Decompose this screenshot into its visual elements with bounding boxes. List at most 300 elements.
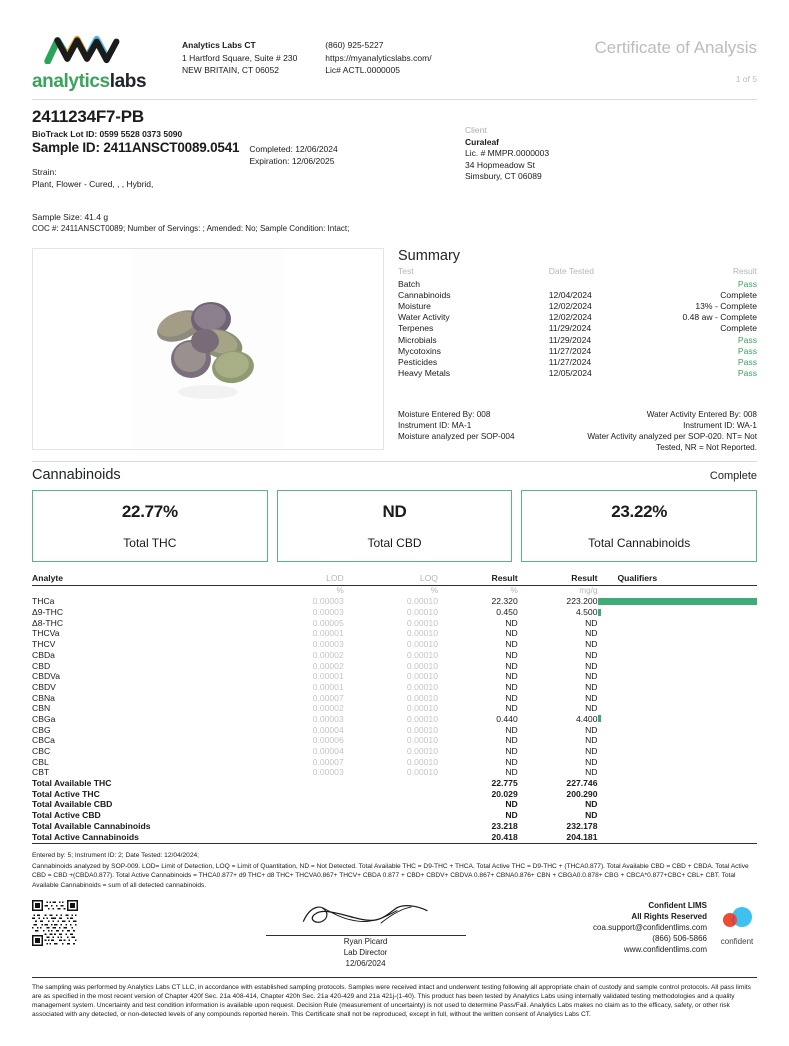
summary-test-name: Heavy Metals xyxy=(398,368,451,379)
lims-rights: All Rights Reserved xyxy=(631,911,707,921)
summary-test-name: Cannabinoids xyxy=(398,289,451,300)
lims-phone: (866) 506-5866 xyxy=(652,933,707,943)
unit-lod: % xyxy=(336,586,344,596)
summary-panel xyxy=(398,248,757,453)
analyte-qualifier-bar-cell xyxy=(598,767,758,778)
summary-test-name: Mycotoxins xyxy=(398,345,441,356)
analyte-bar xyxy=(598,598,758,605)
total-result-pct: 23.218 xyxy=(491,820,518,831)
total-result-pct: ND xyxy=(505,810,518,821)
analyte-row xyxy=(32,703,757,714)
biotrack-lot-id: BioTrack Lot ID: 0599 5528 0373 5090 xyxy=(32,129,183,139)
signer-role: Lab Director xyxy=(343,947,388,957)
total-result-mgg: 232.178 xyxy=(566,820,598,831)
analyte-name: CBG xyxy=(32,724,51,735)
analyte-lod: 0.00003 xyxy=(312,767,344,778)
analyte-result-pct: ND xyxy=(505,671,518,682)
analyte-result-pct: ND xyxy=(505,617,518,628)
cannabinoids-status: Complete xyxy=(709,469,757,482)
analyte-result-mgg: ND xyxy=(585,671,598,682)
analyte-name: THCV xyxy=(32,639,56,650)
summary-row xyxy=(398,356,757,367)
client-street: 34 Hopmeadow St xyxy=(465,159,535,170)
lab-website[interactable]: https://myanalyticslabs.com/ xyxy=(325,52,432,63)
analyte-qualifier-bar-cell xyxy=(598,724,758,735)
page-header xyxy=(32,0,757,93)
summary-test-result: Pass xyxy=(737,278,757,289)
sample-id-label: Sample ID: xyxy=(32,140,100,155)
analyte-lod: 0.00001 xyxy=(312,681,344,692)
summary-row xyxy=(398,334,757,345)
analyte-row xyxy=(32,724,757,735)
analyte-result-mgg: ND xyxy=(585,660,598,671)
analyte-name: CBL xyxy=(32,756,49,767)
lab-address-line1: 1 Hartford Square, Suite # 230 xyxy=(182,52,298,63)
wa-instrument-id: Instrument ID: WA-1 xyxy=(683,420,757,430)
unit-qualifiers xyxy=(598,585,758,596)
sample-info-section xyxy=(32,100,757,234)
analyte-result-pct: ND xyxy=(505,703,518,714)
analyte-result-mgg: 223.200 xyxy=(566,596,598,607)
total-lod xyxy=(250,831,344,843)
unit-loq: % xyxy=(430,586,438,596)
total-qualifier-cell xyxy=(598,799,758,810)
footnote-body: Cannabinoids analyzed by SOP-009. LOD= Limit of Detection, LOQ = Limit of Quantitation, ND = Not Detected. Total Available THC = D9-THC + THCA. Total Active THC = D9-THC + (THCA0.877). Total Available CBD = CBD + CBDA. Total Active CBD = CBD +(CBDA0.877). Total Active Cannabinoids = THCA0.877+ d9 THC+ d8 THC+ THCVA0.867+ THCV+ CBDA 0.877 + CBD+ CBDV+ CBDVA 0.867+ CBNA0.876+ CBN + CBGA0.0.878+ CBG + CBCA*0.877+CBC+ CBL+ CBT. Total Available Cannabinoids = sum of all detected cannabinoids. xyxy=(32,863,749,889)
analyte-header-row xyxy=(32,573,757,586)
analyte-name: CBDa xyxy=(32,649,55,660)
analyte-result-mgg: ND xyxy=(585,735,598,746)
cannabinoids-section-title: Cannabinoids xyxy=(32,466,121,483)
cannabinoid-card-value: 23.22% xyxy=(611,501,668,521)
analyte-qualifier-bar-cell xyxy=(598,639,758,650)
analyte-lod: 0.00007 xyxy=(312,756,344,767)
summary-row xyxy=(398,368,757,379)
total-name: Total Available CBD xyxy=(32,799,113,810)
logo-word-labs: labs xyxy=(109,71,147,92)
lab-name: Analytics Labs CT xyxy=(182,40,256,50)
analyte-loq: 0.00010 xyxy=(406,713,438,724)
sample-id xyxy=(32,140,239,155)
cannabinoid-card-label: Total CBD xyxy=(367,535,422,550)
lab-address-block xyxy=(182,30,297,77)
analyte-result-pct: ND xyxy=(505,628,518,639)
analyte-row xyxy=(32,682,757,693)
total-lod xyxy=(250,788,344,799)
analyte-qualifier-bar-cell xyxy=(598,617,758,628)
lims-email[interactable]: coa.support@confidentlims.com xyxy=(593,922,707,932)
analyte-qualifier-bar-cell xyxy=(598,628,758,639)
lims-website[interactable]: www.confidentlims.com xyxy=(623,944,707,954)
total-name: Total Active THC xyxy=(32,788,100,799)
analyte-qualifier-bar-cell xyxy=(598,682,758,693)
sample-id-value: 2411ANSCT0089.0541 xyxy=(103,140,240,155)
analyte-result-pct: ND xyxy=(505,767,518,778)
cannabinoids-header xyxy=(32,467,757,483)
analyte-loq: 0.00010 xyxy=(406,596,438,607)
analyte-lod: 0.00002 xyxy=(312,703,344,714)
analyte-total-row xyxy=(32,810,757,821)
analyte-name: THCa xyxy=(32,596,55,607)
confident-mark-icon xyxy=(717,906,757,930)
summary-test-date: 11/29/2024 xyxy=(548,323,592,334)
total-result-pct: ND xyxy=(505,799,518,810)
sample-size: Sample Size: 41.4 g xyxy=(32,212,109,222)
analyte-loq: 0.00010 xyxy=(406,756,438,767)
summary-test-name: Terpenes xyxy=(398,323,434,334)
col-lod: LOD xyxy=(250,573,344,586)
summary-row xyxy=(398,345,757,356)
total-result-mgg: ND xyxy=(585,810,598,821)
analyte-qualifier-bar-cell xyxy=(598,756,758,767)
cannabinoid-summary-cards xyxy=(32,490,757,562)
unit-result-mgg: mg/g xyxy=(579,586,598,596)
total-result-pct: 20.418 xyxy=(438,831,518,843)
confident-wordmark: confident xyxy=(720,936,754,946)
analyte-total-row xyxy=(32,799,757,810)
summary-row xyxy=(398,278,757,289)
footnote-entered-line: Entered by: 5; Instrument ID: 2; Date Tested: 12/04/2024; xyxy=(32,852,200,859)
analyte-name: CBDV xyxy=(32,681,56,692)
cannabis-flower-photo-icon xyxy=(133,249,283,449)
summary-row xyxy=(398,289,757,300)
total-loq xyxy=(344,778,438,789)
analyte-row xyxy=(32,714,757,725)
lab-logo-wordmark xyxy=(32,71,182,93)
total-name: Total Available Cannabinoids xyxy=(32,820,151,831)
analyte-result-pct: ND xyxy=(505,756,518,767)
total-loq xyxy=(344,810,438,821)
lims-block xyxy=(593,900,757,955)
analyte-loq: 0.00010 xyxy=(406,767,438,778)
summary-row xyxy=(398,312,757,323)
moisture-entered-by: Moisture Entered By: 008 xyxy=(398,409,491,419)
analyte-row xyxy=(32,767,757,778)
summary-row xyxy=(398,323,757,334)
summary-test-result: Pass xyxy=(737,356,757,367)
analyte-result-pct: 0.440 xyxy=(496,713,518,724)
analyte-result-pct: 22.320 xyxy=(491,596,518,607)
analyte-row xyxy=(32,660,757,671)
analyte-lod: 0.00001 xyxy=(312,671,344,682)
analyte-lod: 0.00005 xyxy=(312,617,344,628)
summary-test-date: 12/04/2024 xyxy=(548,289,592,300)
total-lod xyxy=(250,810,344,821)
analyte-name: CBN xyxy=(32,703,51,714)
unit-result-pct: % xyxy=(510,586,518,596)
analyte-result-pct: ND xyxy=(505,649,518,660)
summary-test-result: Complete xyxy=(720,323,757,334)
analyte-qualifier-bar-cell xyxy=(598,607,758,618)
unit-analyte xyxy=(32,585,250,596)
lab-contact-block xyxy=(325,30,431,77)
col-analyte: Analyte xyxy=(32,573,250,586)
total-result-mgg: 204.181 xyxy=(518,831,598,843)
analyte-name: CBCa xyxy=(32,735,55,746)
instrument-info xyxy=(398,409,757,453)
analyte-result-mgg: ND xyxy=(585,703,598,714)
analyte-loq: 0.00010 xyxy=(406,735,438,746)
photo-summary-section xyxy=(32,248,757,453)
total-lod xyxy=(250,778,344,789)
analyte-qualifier-bar-cell xyxy=(598,746,758,757)
client-label: Client xyxy=(465,125,487,135)
client-license: Lic. # MMPR.0000003 xyxy=(465,148,550,158)
summary-col-result: Result xyxy=(732,266,757,276)
analyte-result-mgg: 4.500 xyxy=(575,607,598,618)
analyte-result-mgg: ND xyxy=(585,649,598,660)
total-qualifier-cell xyxy=(598,820,758,831)
analyte-result-pct: ND xyxy=(505,692,518,703)
summary-test-date: 12/02/2024 xyxy=(548,312,592,323)
total-result-mgg: 227.746 xyxy=(566,778,598,789)
analyte-result-pct: ND xyxy=(505,746,518,756)
total-loq xyxy=(344,831,438,843)
summary-test-result: Pass xyxy=(737,334,757,345)
analyte-result-mgg: ND xyxy=(585,724,598,735)
total-result-pct: 20.029 xyxy=(491,788,518,799)
total-qualifier-cell xyxy=(598,810,758,821)
total-loq xyxy=(344,799,438,810)
analyte-row xyxy=(32,756,757,767)
analyte-qualifier-bar-cell xyxy=(598,671,758,682)
total-lod xyxy=(250,820,344,831)
analyte-qualifier-bar-cell xyxy=(598,703,758,714)
analyte-lod: 0.00003 xyxy=(312,639,344,650)
confident-logo xyxy=(717,900,757,946)
analyte-result-mgg: 4.400 xyxy=(575,713,598,724)
cannabinoid-card xyxy=(521,490,757,562)
analyte-result-mgg: ND xyxy=(585,628,598,639)
total-qualifier-cell xyxy=(598,788,758,799)
analyte-total-row xyxy=(32,820,757,831)
summary-test-result: Pass xyxy=(737,345,757,356)
analyte-name: CBDVa xyxy=(32,671,61,682)
analyte-result-pct: ND xyxy=(505,681,518,692)
total-loq xyxy=(344,788,438,799)
analyte-total-row xyxy=(32,778,757,789)
summary-body xyxy=(398,278,757,379)
signer-name: Ryan Picard xyxy=(343,936,388,946)
analyte-units-row xyxy=(32,585,757,596)
analyte-row xyxy=(32,671,757,682)
total-result-mgg: ND xyxy=(585,799,598,810)
sample-photo xyxy=(32,248,384,450)
analyte-row xyxy=(32,746,757,757)
summary-row xyxy=(398,300,757,311)
cannabinoids-divider xyxy=(32,461,757,462)
col-result-mgg: Result xyxy=(518,573,598,586)
analyte-total-row xyxy=(32,831,757,843)
cannabinoid-card xyxy=(32,490,268,562)
analyte-loq: 0.00010 xyxy=(406,607,438,618)
analyte-result-pct: ND xyxy=(505,660,518,671)
analyte-row xyxy=(32,735,757,746)
analyte-loq: 0.00010 xyxy=(406,681,438,692)
analyte-result-mgg: ND xyxy=(585,746,598,756)
cannabinoid-card-label: Total Cannabinoids xyxy=(588,535,691,550)
analyte-qualifier-bar-cell xyxy=(598,596,758,607)
analyte-name: CBNa xyxy=(32,692,55,703)
summary-test-date: 12/05/2024 xyxy=(548,368,592,379)
expiration-date: Expiration: 12/06/2025 xyxy=(249,156,335,166)
analyte-name: CBGa xyxy=(32,713,56,724)
analyte-qualifier-bar-cell xyxy=(598,735,758,746)
summary-test-date: 12/02/2024 xyxy=(548,300,592,311)
lab-address-line2: NEW BRITAIN, CT 06052 xyxy=(182,65,279,75)
page-title: Certificate of Analysis xyxy=(594,38,757,57)
coa-title-block xyxy=(594,30,757,84)
analyte-loq: 0.00010 xyxy=(406,671,438,682)
strain-detail: Plant, Flower - Cured, , , Hybrid, xyxy=(32,178,154,189)
footer-divider xyxy=(32,977,757,978)
total-result-pct: 22.775 xyxy=(491,778,518,789)
analyte-lod: 0.00003 xyxy=(312,596,344,607)
summary-test-name: Pesticides xyxy=(398,356,438,367)
lims-text xyxy=(593,900,707,955)
analyte-row xyxy=(32,628,757,639)
summary-col-test: Test xyxy=(398,266,414,276)
client-name: Curaleaf xyxy=(465,136,500,147)
analyte-row xyxy=(32,617,757,628)
total-loq xyxy=(344,820,438,831)
analyte-lod: 0.00004 xyxy=(312,724,344,735)
summary-test-date: 11/27/2024 xyxy=(548,356,592,367)
analyte-loq: 0.00010 xyxy=(406,649,438,660)
total-name: Total Available THC xyxy=(32,778,112,789)
analyte-name: CBD xyxy=(32,660,51,671)
analyte-lod: 0.00006 xyxy=(312,735,344,746)
total-name: Total Active CBD xyxy=(32,810,101,821)
analyte-name: THCVa xyxy=(32,628,60,639)
analyte-lod: 0.00003 xyxy=(312,713,344,724)
analytics-labs-mark-icon xyxy=(44,34,136,64)
summary-test-result: 13% - Complete xyxy=(695,300,757,311)
sample-details xyxy=(32,107,432,234)
wa-entered-by: Water Activity Entered By: 008 xyxy=(646,409,757,419)
analyte-row xyxy=(32,649,757,660)
client-block xyxy=(465,107,549,234)
analyte-lod: 0.00001 xyxy=(312,628,344,639)
analyte-row xyxy=(32,607,757,618)
summary-test-date xyxy=(549,278,650,289)
analyte-loq: 0.00010 xyxy=(406,703,438,714)
analyte-loq: 0.00010 xyxy=(406,617,438,628)
summary-table xyxy=(398,266,757,379)
analyte-result-mgg: ND xyxy=(585,639,598,650)
summary-test-date: 11/29/2024 xyxy=(548,334,592,345)
sample-dates xyxy=(249,143,337,167)
analyte-result-mgg: ND xyxy=(585,617,598,628)
lab-logo xyxy=(32,30,182,93)
analyte-row xyxy=(32,639,757,650)
analyte-lod: 0.00002 xyxy=(312,649,344,660)
analyte-result-pct: 0.450 xyxy=(496,607,518,618)
analyte-name: CBC xyxy=(32,746,51,756)
strain-label: Strain: xyxy=(32,167,57,177)
cannabinoid-card-label: Total THC xyxy=(123,535,177,550)
analyte-loq: 0.00010 xyxy=(406,660,438,671)
total-lod xyxy=(250,799,344,810)
total-result-mgg: 200.290 xyxy=(566,788,598,799)
analyte-table xyxy=(32,573,757,844)
analyte-name: CBT xyxy=(32,767,50,778)
signature-line xyxy=(266,935,466,936)
signature-block xyxy=(78,900,593,969)
signature-icon xyxy=(277,900,453,930)
analyte-lod: 0.00002 xyxy=(312,660,344,671)
cannabinoid-card-value: 22.77% xyxy=(121,501,178,521)
summary-test-name: Microbials xyxy=(398,334,437,345)
analyte-lod: 0.00007 xyxy=(312,692,344,703)
analyte-loq: 0.00010 xyxy=(406,692,438,703)
summary-header-row xyxy=(398,266,757,278)
analyte-qualifier-bar-cell xyxy=(598,660,758,671)
analyte-lod: 0.00003 xyxy=(312,607,344,618)
signature-date: 12/06/2024 xyxy=(345,958,386,968)
summary-test-name: Water Activity xyxy=(398,312,450,323)
col-result-percent: Result xyxy=(438,573,518,586)
analyte-qualifier-bar-cell xyxy=(598,714,758,725)
coc-details: COC #: 2411ANSCT0089; Number of Servings: ; Amended: No; Sample Condition: Intact; xyxy=(32,224,350,233)
analyte-body xyxy=(32,585,757,843)
total-qualifier-cell xyxy=(598,778,758,789)
completed-date: Completed: 12/06/2024 xyxy=(249,144,338,154)
client-citystate: Simsbury, CT 06089 xyxy=(465,171,542,181)
summary-test-name: Moisture xyxy=(398,300,431,311)
summary-col-date: Date Tested xyxy=(548,266,594,276)
moisture-sop: Moisture analyzed per SOP-004 xyxy=(398,431,515,441)
analyte-loq: 0.00010 xyxy=(406,746,438,756)
total-qualifier-cell xyxy=(598,831,758,843)
analyte-result-pct: ND xyxy=(505,639,518,650)
sample-id-row xyxy=(32,140,432,167)
cannabinoid-card-value: ND xyxy=(382,501,407,521)
lab-license: Lic# ACTL.0000005 xyxy=(325,65,400,75)
summary-test-result: Complete xyxy=(720,289,757,300)
analyte-qualifier-bar-cell xyxy=(598,649,758,660)
analyte-row xyxy=(32,596,757,607)
analyte-row xyxy=(32,692,757,703)
summary-test-name: Batch xyxy=(398,278,420,289)
analyte-name: Δ8-THC xyxy=(32,617,64,628)
moisture-instrument-info xyxy=(398,409,570,453)
summary-test-result: Pass xyxy=(737,368,757,379)
wa-sop: Water Activity analyzed per SOP-020. NT= Not Tested, NR = Not Reported. xyxy=(587,431,757,452)
cannabinoids-footnote xyxy=(32,851,757,890)
qr-code-icon[interactable] xyxy=(32,900,78,946)
summary-test-date: 11/27/2024 xyxy=(548,345,592,356)
page-indicator: 1 of 5 xyxy=(735,74,757,84)
col-qualifiers: Qualifiers xyxy=(598,573,758,586)
analyte-result-mgg: ND xyxy=(585,767,598,778)
analyte-lod: 0.00004 xyxy=(312,746,344,756)
analyte-total-row xyxy=(32,788,757,799)
analyte-result-pct: ND xyxy=(505,724,518,735)
analyte-loq: 0.00010 xyxy=(406,724,438,735)
analyte-result-mgg: ND xyxy=(585,681,598,692)
signature-row xyxy=(32,900,757,969)
moisture-instrument-id: Instrument ID: MA-1 xyxy=(398,420,472,430)
cannabinoid-card xyxy=(277,490,513,562)
water-activity-instrument-info xyxy=(570,409,757,453)
summary-test-result: 0.48 aw - Complete xyxy=(682,312,757,323)
analyte-loq: 0.00010 xyxy=(406,628,438,639)
summary-title: Summary xyxy=(398,248,461,264)
analyte-loq: 0.00010 xyxy=(406,639,438,650)
analyte-result-mgg: ND xyxy=(585,756,598,767)
legal-disclaimer: The sampling was performed by Analytics Labs CT LLC, in accordance with established sampling protocols. Samples were received intact and underwent testing following all appropriate chain of custody and sample control protocols. All pass limits are as specified in the most recent version of Chapter 420f Sec. 21a 408-414, Chapter 420h Sec. 21a 420-429 and 21a 421j-(1-40). This product has been tested by Analytics Labs using internally validated testing methodologies and a quality management system. Uncertainty and test condition information is available upon request. Decision Rule (measurement of uncertainty) is not used to determine Pass/Fail. Analytics Labs makes no claim as to the efficacy, safety, or other risk associated with any detected, or non-detected levels of any compounds reported herein. This Certificate shall not be reproduced, except in full, without the written consent of Analytics Labs CT. xyxy=(32,983,751,1019)
analyte-qualifier-bar-cell xyxy=(598,692,758,703)
